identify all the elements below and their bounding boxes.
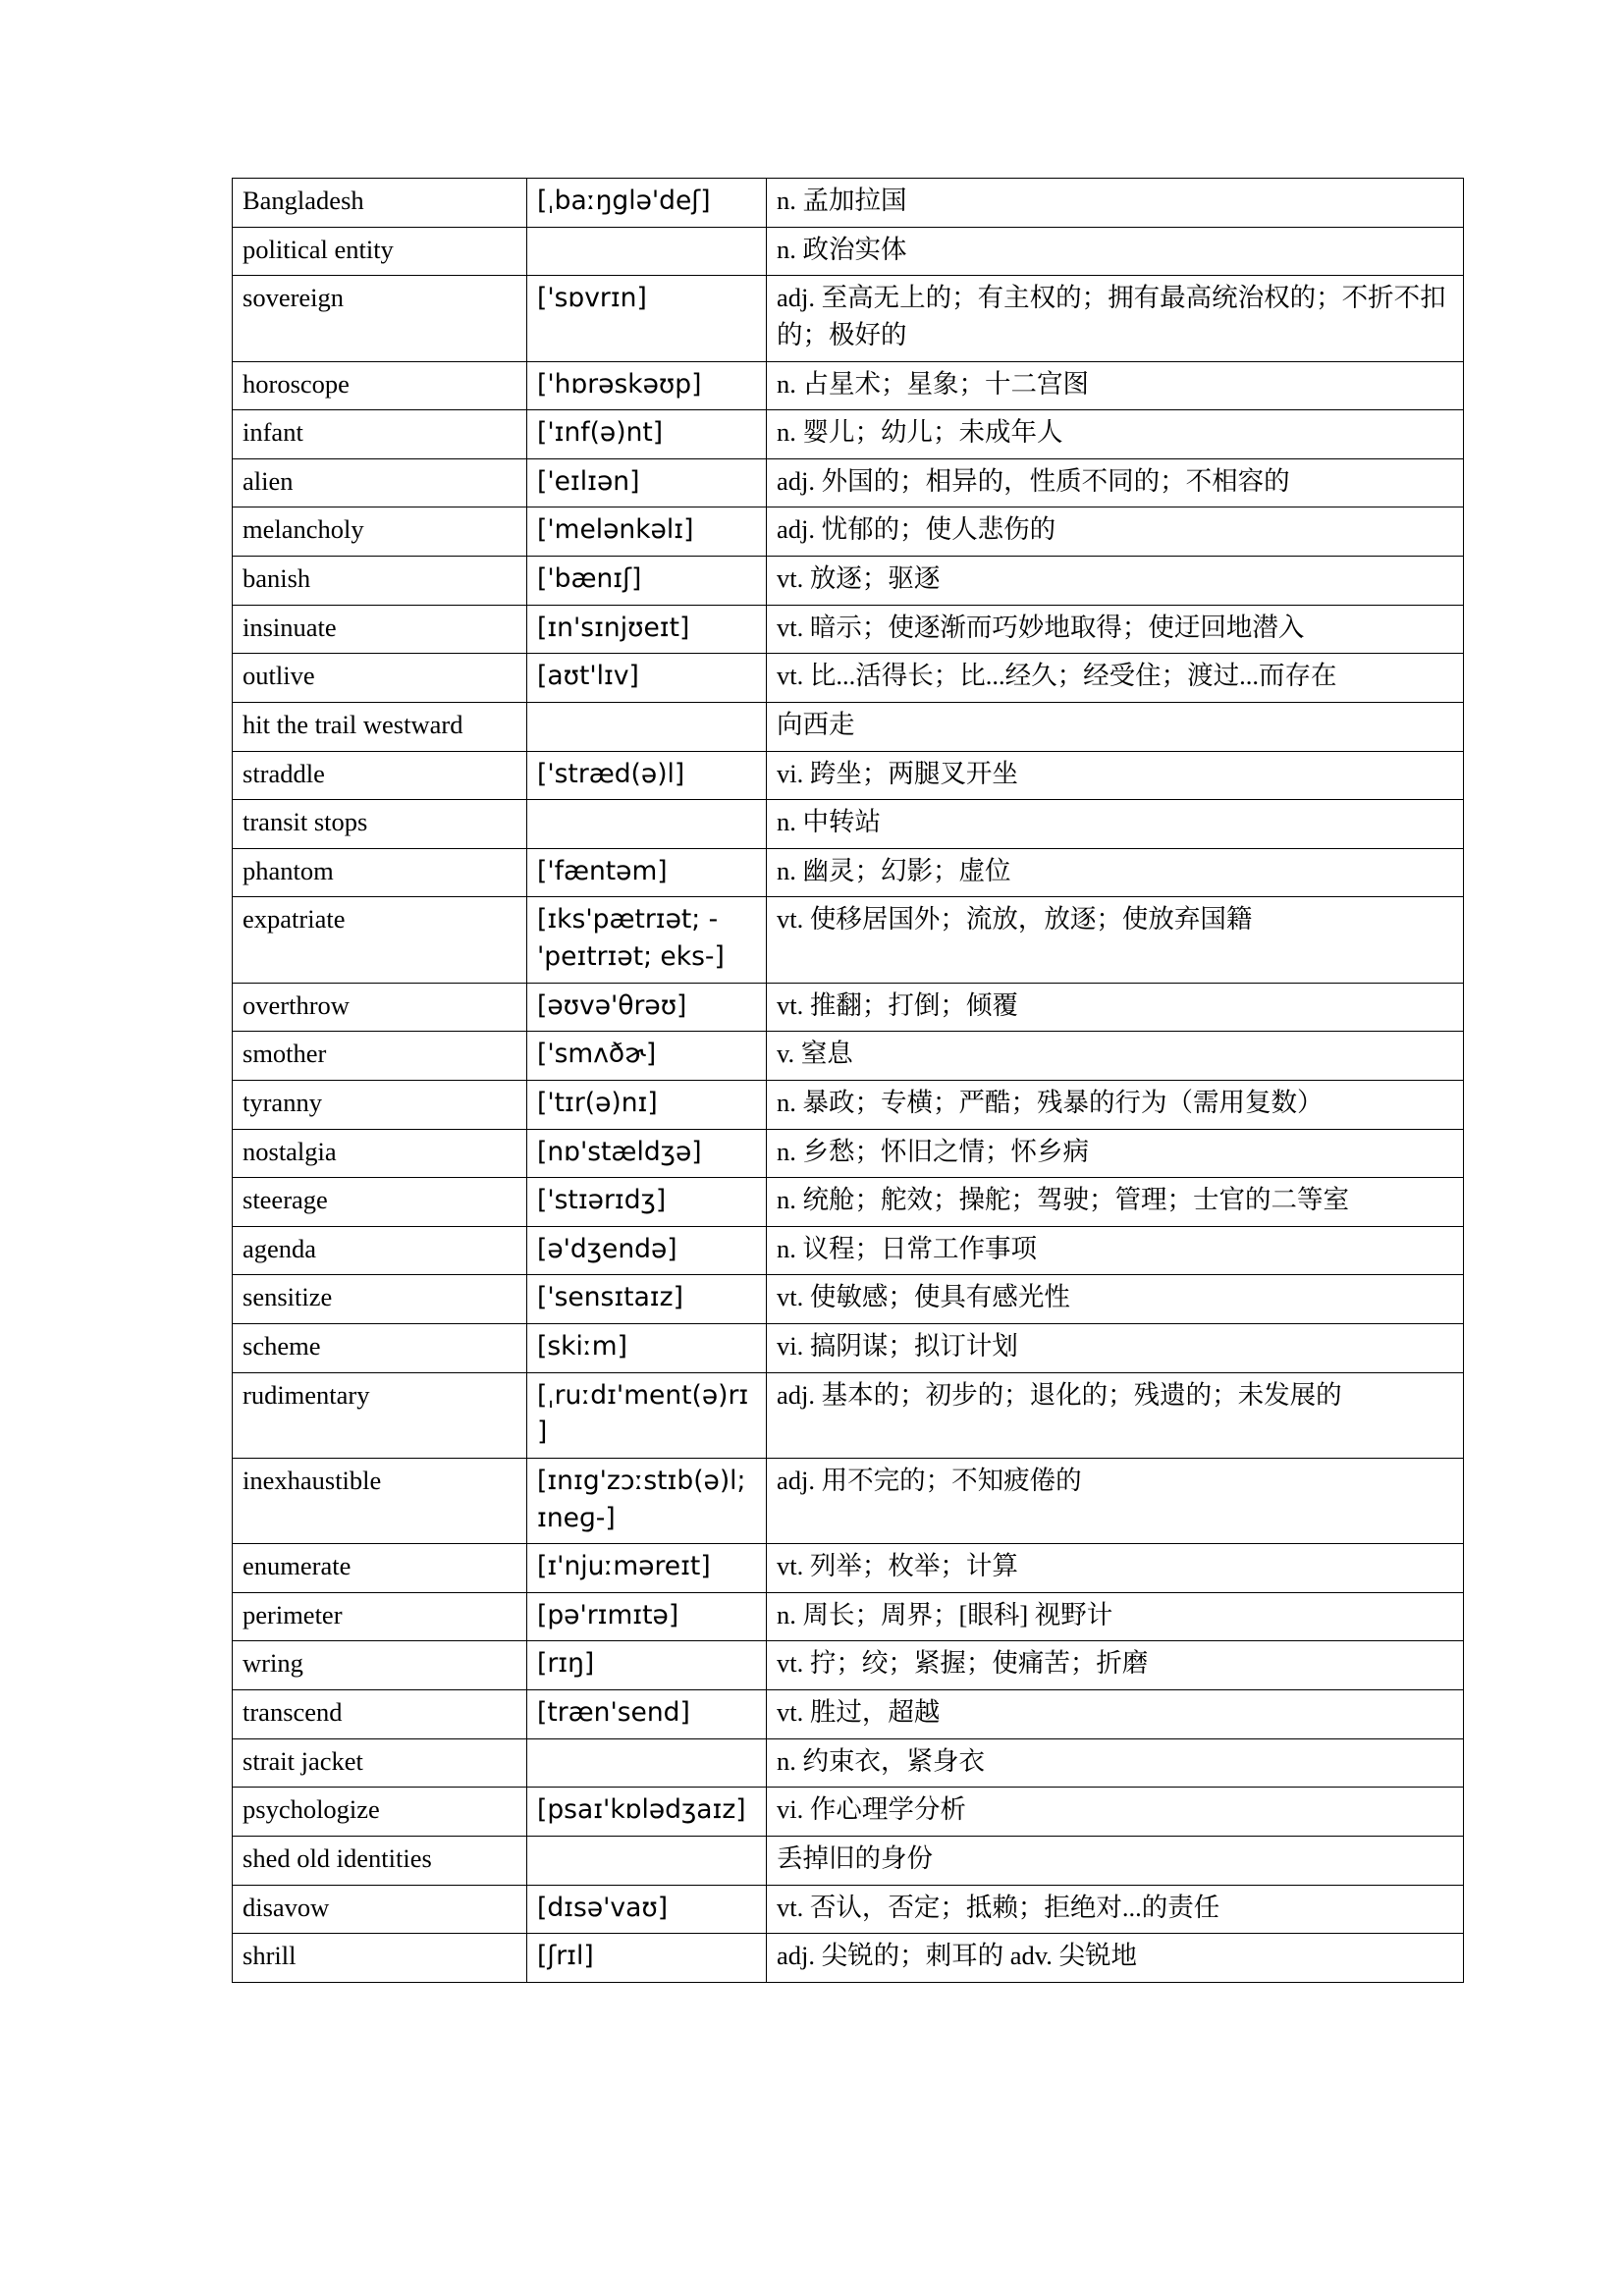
word-cell: rudimentary — [233, 1372, 527, 1458]
pronunciation-cell: ['bænɪʃ] — [527, 557, 767, 606]
word-cell: straddle — [233, 751, 527, 800]
word-cell: sensitize — [233, 1275, 527, 1324]
word-cell: strait jacket — [233, 1738, 527, 1788]
pronunciation-cell: ['fæntəm] — [527, 848, 767, 897]
definition-cell: n. 统舱；舵效；操舵；驾驶；管理；士官的二等室 — [767, 1178, 1464, 1227]
word-cell: nostalgia — [233, 1129, 527, 1178]
word-cell: inexhaustible — [233, 1458, 527, 1543]
table-row — [233, 361, 1464, 410]
word-cell: Bangladesh — [233, 179, 527, 228]
definition-cell: vt. 推翻；打倒；倾覆 — [767, 983, 1464, 1032]
table-row — [233, 1592, 1464, 1641]
table-row — [233, 751, 1464, 800]
definition-cell: n. 乡愁；怀旧之情；怀乡病 — [767, 1129, 1464, 1178]
table-row — [233, 800, 1464, 849]
pronunciation-cell: [nɒ'stældʒə] — [527, 1129, 767, 1178]
definition-cell: n. 婴儿；幼儿；未成年人 — [767, 410, 1464, 459]
word-cell: shrill — [233, 1934, 527, 1983]
word-cell: enumerate — [233, 1544, 527, 1593]
pronunciation-cell: [əʊvə'θrəʊ] — [527, 983, 767, 1032]
word-cell: phantom — [233, 848, 527, 897]
pronunciation-cell: ['sɒvrɪn] — [527, 276, 767, 361]
word-cell: psychologize — [233, 1788, 527, 1837]
definition-cell: vt. 胜过，超越 — [767, 1690, 1464, 1739]
table-row — [233, 1178, 1464, 1227]
table-row — [233, 1641, 1464, 1690]
definition-cell: adj. 至高无上的；有主权的；拥有最高统治权的；不折不扣的；极好的 — [767, 276, 1464, 361]
table-row — [233, 1544, 1464, 1593]
pronunciation-cell — [527, 800, 767, 849]
table-row — [233, 507, 1464, 557]
pronunciation-cell: ['melənkəlɪ] — [527, 507, 767, 557]
definition-cell: n. 中转站 — [767, 800, 1464, 849]
pronunciation-cell: [ˌruːdɪ'ment(ə)rɪ] — [527, 1372, 767, 1458]
table-row — [233, 1885, 1464, 1934]
table-row — [233, 848, 1464, 897]
word-cell: tyranny — [233, 1080, 527, 1129]
table-row — [233, 179, 1464, 228]
table-row — [233, 1934, 1464, 1983]
definition-cell: v. 窒息 — [767, 1032, 1464, 1081]
word-cell: horoscope — [233, 361, 527, 410]
definition-cell: vt. 使敏感；使具有感光性 — [767, 1275, 1464, 1324]
word-cell: perimeter — [233, 1592, 527, 1641]
pronunciation-cell — [527, 227, 767, 276]
table-row — [233, 1458, 1464, 1543]
word-cell: smother — [233, 1032, 527, 1081]
table-row — [233, 1226, 1464, 1275]
definition-cell: vt. 列举；枚举；计算 — [767, 1544, 1464, 1593]
pronunciation-cell — [527, 1738, 767, 1788]
definition-cell: vi. 作心理学分析 — [767, 1788, 1464, 1837]
definition-cell: adj. 用不完的；不知疲倦的 — [767, 1458, 1464, 1543]
word-cell: melancholy — [233, 507, 527, 557]
definition-cell: n. 议程；日常工作事项 — [767, 1226, 1464, 1275]
pronunciation-cell: [ə'dʒendə] — [527, 1226, 767, 1275]
definition-cell: adj. 尖锐的；刺耳的 adv. 尖锐地 — [767, 1934, 1464, 1983]
table-row — [233, 605, 1464, 654]
table-row — [233, 1372, 1464, 1458]
vocabulary-table-container — [232, 178, 1463, 1983]
table-row — [233, 1690, 1464, 1739]
definition-cell: vt. 放逐；驱逐 — [767, 557, 1464, 606]
pronunciation-cell: [ɪn'sɪnjʊeɪt] — [527, 605, 767, 654]
pronunciation-cell: ['stræd(ə)l] — [527, 751, 767, 800]
table-row — [233, 1080, 1464, 1129]
pronunciation-cell: [aʊt'lɪv] — [527, 654, 767, 703]
word-cell: political entity — [233, 227, 527, 276]
definition-cell: adj. 基本的；初步的；退化的；残遗的；未发展的 — [767, 1372, 1464, 1458]
word-cell: sovereign — [233, 276, 527, 361]
pronunciation-cell: [pə'rɪmɪtə] — [527, 1592, 767, 1641]
word-cell: outlive — [233, 654, 527, 703]
table-row — [233, 1836, 1464, 1885]
table-row — [233, 227, 1464, 276]
definition-cell: vi. 跨坐；两腿叉开坐 — [767, 751, 1464, 800]
word-cell: agenda — [233, 1226, 527, 1275]
definition-cell: n. 约束衣，紧身衣 — [767, 1738, 1464, 1788]
pronunciation-cell: [ɪ'njuːməreɪt] — [527, 1544, 767, 1593]
vocabulary-table-body — [233, 179, 1464, 1983]
definition-cell: 向西走 — [767, 702, 1464, 751]
pronunciation-cell: ['smʌðɚ] — [527, 1032, 767, 1081]
word-cell: infant — [233, 410, 527, 459]
table-row — [233, 1324, 1464, 1373]
pronunciation-cell: [ɪks'pætrɪət; -'peɪtrɪət; eks-] — [527, 897, 767, 983]
pronunciation-cell: [ʃrɪl] — [527, 1934, 767, 1983]
table-row — [233, 1032, 1464, 1081]
definition-cell: vi. 搞阴谋；拟订计划 — [767, 1324, 1464, 1373]
word-cell: scheme — [233, 1324, 527, 1373]
vocabulary-table — [232, 178, 1464, 1983]
definition-cell: n. 占星术；星象；十二宫图 — [767, 361, 1464, 410]
pronunciation-cell: ['sensɪtaɪz] — [527, 1275, 767, 1324]
word-cell: expatriate — [233, 897, 527, 983]
table-row — [233, 557, 1464, 606]
definition-cell: 丢掉旧的身份 — [767, 1836, 1464, 1885]
table-row — [233, 983, 1464, 1032]
pronunciation-cell: [rɪŋ] — [527, 1641, 767, 1690]
pronunciation-cell — [527, 1836, 767, 1885]
table-row — [233, 458, 1464, 507]
word-cell: steerage — [233, 1178, 527, 1227]
pronunciation-cell: ['ɪnf(ə)nt] — [527, 410, 767, 459]
word-cell: insinuate — [233, 605, 527, 654]
pronunciation-cell: ['stɪərɪdʒ] — [527, 1178, 767, 1227]
table-row — [233, 1788, 1464, 1837]
definition-cell: adj. 外国的；相异的，性质不同的；不相容的 — [767, 458, 1464, 507]
pronunciation-cell: ['hɒrəskəʊp] — [527, 361, 767, 410]
pronunciation-cell: [psaɪ'kɒlədʒaɪz] — [527, 1788, 767, 1837]
definition-cell: vt. 使移居国外；流放，放逐；使放弃国籍 — [767, 897, 1464, 983]
word-cell: alien — [233, 458, 527, 507]
pronunciation-cell: [ˌbaːŋglə'deʃ] — [527, 179, 767, 228]
definition-cell: n. 政治实体 — [767, 227, 1464, 276]
word-cell: transcend — [233, 1690, 527, 1739]
word-cell: hit the trail westward — [233, 702, 527, 751]
pronunciation-cell — [527, 702, 767, 751]
table-row — [233, 1275, 1464, 1324]
definition-cell: adj. 忧郁的；使人悲伤的 — [767, 507, 1464, 557]
table-row — [233, 897, 1464, 983]
word-cell: shed old identities — [233, 1836, 527, 1885]
definition-cell: n. 幽灵；幻影；虚位 — [767, 848, 1464, 897]
table-row — [233, 1129, 1464, 1178]
table-row — [233, 410, 1464, 459]
table-row — [233, 654, 1464, 703]
table-row — [233, 702, 1464, 751]
pronunciation-cell: ['eɪlɪən] — [527, 458, 767, 507]
definition-cell: vt. 否认，否定；抵赖；拒绝对...的责任 — [767, 1885, 1464, 1934]
word-cell: wring — [233, 1641, 527, 1690]
word-cell: transit stops — [233, 800, 527, 849]
definition-cell: vt. 比...活得长；比...经久；经受住；渡过...而存在 — [767, 654, 1464, 703]
pronunciation-cell: ['tɪr(ə)nɪ] — [527, 1080, 767, 1129]
pronunciation-cell: [træn'send] — [527, 1690, 767, 1739]
word-cell: overthrow — [233, 983, 527, 1032]
table-row — [233, 1738, 1464, 1788]
table-row — [233, 276, 1464, 361]
pronunciation-cell: [skiːm] — [527, 1324, 767, 1373]
definition-cell: vt. 暗示；使逐渐而巧妙地取得；使迂回地潜入 — [767, 605, 1464, 654]
definition-cell: n. 暴政；专横；严酷；残暴的行为（需用复数） — [767, 1080, 1464, 1129]
pronunciation-cell: [ɪnɪg'zɔːstɪb(ə)l; ɪneɡ-] — [527, 1458, 767, 1543]
definition-cell: n. 周长；周界；[眼科] 视野计 — [767, 1592, 1464, 1641]
definition-cell: n. 孟加拉国 — [767, 179, 1464, 228]
pronunciation-cell: [dɪsə'vaʊ] — [527, 1885, 767, 1934]
word-cell: banish — [233, 557, 527, 606]
word-cell: disavow — [233, 1885, 527, 1934]
definition-cell: vt. 拧；绞；紧握；使痛苦；折磨 — [767, 1641, 1464, 1690]
